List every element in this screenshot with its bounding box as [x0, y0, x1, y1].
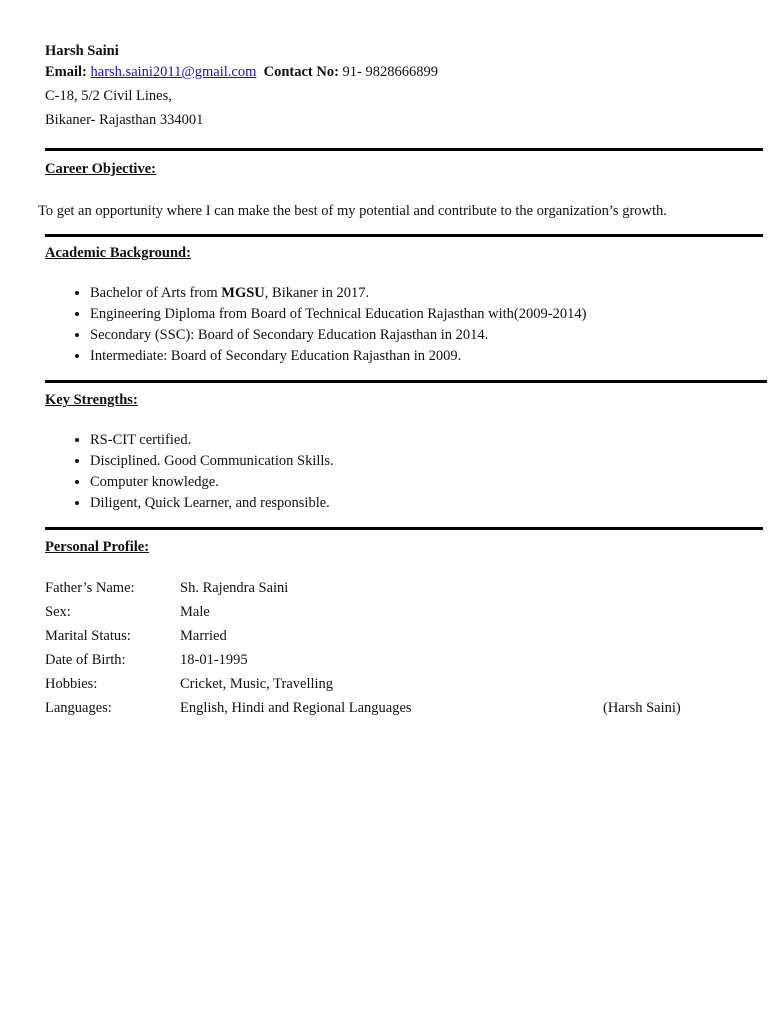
contact-number: 91- 9828666899	[342, 64, 439, 80]
profile-value: Male	[180, 604, 210, 620]
profile-value: Sh. Rajendra Saini	[180, 580, 289, 596]
strengths-list	[45, 430, 334, 514]
profile-label: Marital Status:	[45, 628, 131, 644]
list-item: • RS-CIT certified.	[90, 430, 334, 451]
list-item: • Engineering Diploma from Board of Technical Education Rajasthan with(2009-2014)	[90, 304, 586, 325]
profile-value: Cricket, Music, Travelling	[180, 676, 334, 692]
signature-name: (Harsh Saini)	[603, 700, 681, 716]
applicant-name: Harsh Saini	[45, 43, 119, 59]
address-line-2: Bikaner- Rajasthan 334001	[45, 112, 204, 128]
profile-label: Languages:	[45, 700, 112, 716]
section-divider	[45, 380, 767, 383]
list-item: • Secondary (SSC): Board of Secondary Education Rajasthan in 2014.	[90, 325, 586, 346]
profile-label: Hobbies:	[45, 676, 98, 692]
address-line-1: C-18, 5/2 Civil Lines,	[45, 88, 172, 104]
profile-label: Sex:	[45, 604, 71, 620]
list-item: • Diligent, Quick Learner, and responsible.	[90, 493, 334, 514]
contact-line	[45, 64, 438, 81]
profile-value: 18-01-1995	[180, 652, 248, 668]
career-objective-text: To get an opportunity where I can make the best of my potential and contribute to the organization’s growth.	[38, 203, 667, 219]
list-item: • Intermediate: Board of Secondary Education Rajasthan in 2009.	[90, 346, 586, 367]
list-item: • Computer knowledge.	[90, 472, 334, 493]
personal-profile-heading: Personal Profile:	[45, 539, 150, 555]
section-divider	[45, 527, 763, 530]
section-divider	[45, 148, 763, 151]
profile-value: Married	[180, 628, 227, 644]
career-objective-heading: Career Objective:	[45, 161, 156, 177]
email-label: Email:	[45, 64, 87, 80]
academic-heading: Academic Background:	[45, 245, 191, 261]
profile-value: English, Hindi and Regional Languages	[180, 700, 412, 716]
section-divider	[45, 234, 763, 237]
key-strengths-heading: Key Strengths:	[45, 392, 138, 408]
academic-list	[45, 283, 586, 367]
profile-label: Father’s Name:	[45, 580, 135, 596]
list-item: • Bachelor of Arts from MGSU, Bikaner in 2017.	[90, 283, 586, 304]
contact-label: Contact No:	[263, 64, 339, 80]
profile-label: Date of Birth:	[45, 652, 126, 668]
email-link[interactable]: harsh.saini2011@gmail.com	[90, 64, 257, 80]
list-item: • Disciplined. Good Communication Skills.	[90, 451, 334, 472]
